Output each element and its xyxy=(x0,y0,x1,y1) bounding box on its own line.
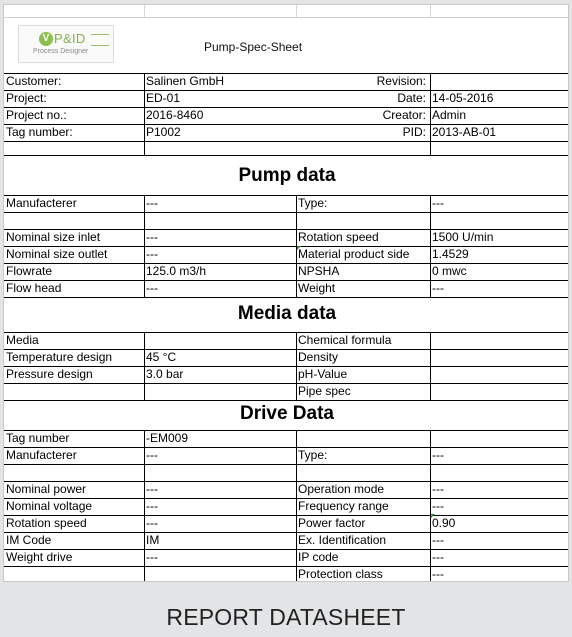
pid-logo xyxy=(18,25,114,63)
info-label-right: Date: xyxy=(397,91,426,105)
table-cell: 125.0 m3/h xyxy=(146,264,207,278)
info-label: Project: xyxy=(6,91,47,105)
table-cell: IM xyxy=(146,533,160,547)
info-value-right: Admin xyxy=(432,108,467,122)
cell-note-marker-icon xyxy=(431,514,435,518)
table-cell: NPSHA xyxy=(298,264,340,278)
info-value: ED-01 xyxy=(146,91,181,105)
logo-v-icon: V xyxy=(39,32,53,46)
info-value-right: 2013-AB-01 xyxy=(432,125,497,139)
table-cell: --- xyxy=(432,499,444,513)
info-value: 2016-8460 xyxy=(146,108,204,122)
table-cell: Nominal voltage xyxy=(6,499,93,513)
table-cell: Type: xyxy=(298,196,328,210)
info-label: Customer: xyxy=(6,74,62,88)
info-label: Tag number: xyxy=(6,125,73,139)
table-cell: Rotation speed xyxy=(6,516,87,530)
table-cell: Ex. Identification xyxy=(298,533,387,547)
info-label-right: Revision: xyxy=(376,74,426,88)
table-cell: Pipe spec xyxy=(298,384,351,398)
table-cell: Nominal size inlet xyxy=(6,230,101,244)
table-cell: Media xyxy=(6,333,39,347)
table-cell: Weight drive xyxy=(6,550,73,564)
table-cell: --- xyxy=(146,196,158,210)
table-cell: pH-Value xyxy=(298,367,348,381)
info-label-right: Creator: xyxy=(382,108,426,122)
table-cell: Flowrate xyxy=(6,264,53,278)
table-cell: Manufacterer xyxy=(6,448,77,462)
table-cell: --- xyxy=(146,247,158,261)
table-cell: Rotation speed xyxy=(298,230,379,244)
table-cell: Protection class xyxy=(298,567,383,581)
table-cell: --- xyxy=(432,281,444,295)
logo-text: P&ID xyxy=(54,31,86,46)
table-cell: Temperature design xyxy=(6,350,113,364)
table-cell: -EM009 xyxy=(146,431,189,445)
table-cell: Type: xyxy=(298,448,328,462)
table-cell: --- xyxy=(146,230,158,244)
table-cell: Nominal size outlet xyxy=(6,247,108,261)
table-cell: 3.0 bar xyxy=(146,367,184,381)
section-title-drive: Drive Data xyxy=(240,403,334,424)
table-cell: Flow head xyxy=(6,281,62,295)
table-cell: Frequency range xyxy=(298,499,389,513)
info-value-right: 14-05-2016 xyxy=(432,91,494,105)
logo-subtext: Process Designer xyxy=(33,48,89,55)
section-title-pump: Pump data xyxy=(238,165,336,186)
table-cell: --- xyxy=(432,533,444,547)
table-cell: 45 °C xyxy=(146,350,177,364)
table-cell: --- xyxy=(146,499,158,513)
table-cell: 0 mwc xyxy=(432,264,467,278)
info-label-right: PID: xyxy=(402,125,426,139)
table-cell: Operation mode xyxy=(298,482,385,496)
section-title-media: Media data xyxy=(237,303,337,324)
info-label: Project no.: xyxy=(6,108,67,122)
table-cell: Density xyxy=(298,350,339,364)
cell-note-marker-icon xyxy=(297,246,301,250)
report-caption: REPORT DATASHEET xyxy=(166,604,406,630)
table-cell: --- xyxy=(432,567,444,581)
table-cell: Tag number xyxy=(6,431,70,445)
table-cell: Power factor xyxy=(298,516,366,530)
table-cell: Nominal power xyxy=(6,482,87,496)
table-cell: Material product side xyxy=(298,247,410,261)
table-cell: 1.4529 xyxy=(432,247,469,261)
datasheet-page xyxy=(3,4,569,582)
table-cell: --- xyxy=(432,550,444,564)
table-cell: 1500 U/min xyxy=(432,230,494,244)
table-cell: Pressure design xyxy=(6,367,93,381)
table-cell: --- xyxy=(146,281,158,295)
table-cell: IM Code xyxy=(6,533,52,547)
table-cell: --- xyxy=(432,448,444,462)
table-cell: --- xyxy=(146,448,158,462)
table-cell: Manufacterer xyxy=(6,196,77,210)
table-cell: --- xyxy=(146,550,158,564)
table-cell: --- xyxy=(146,516,158,530)
table-cell: --- xyxy=(432,482,444,496)
table-cell: Chemical formula xyxy=(298,333,392,347)
table-cell: --- xyxy=(432,196,444,210)
document-title: Pump-Spec-Sheet xyxy=(204,40,303,54)
table-cell: --- xyxy=(146,482,158,496)
table-cell: IP code xyxy=(298,550,339,564)
table-cell: Weight xyxy=(298,281,336,295)
top-ruler-strip xyxy=(4,5,568,18)
info-value: P1002 xyxy=(146,125,181,139)
info-value: Salinen GmbH xyxy=(146,74,225,88)
table-cell: 0.90 xyxy=(432,516,456,530)
